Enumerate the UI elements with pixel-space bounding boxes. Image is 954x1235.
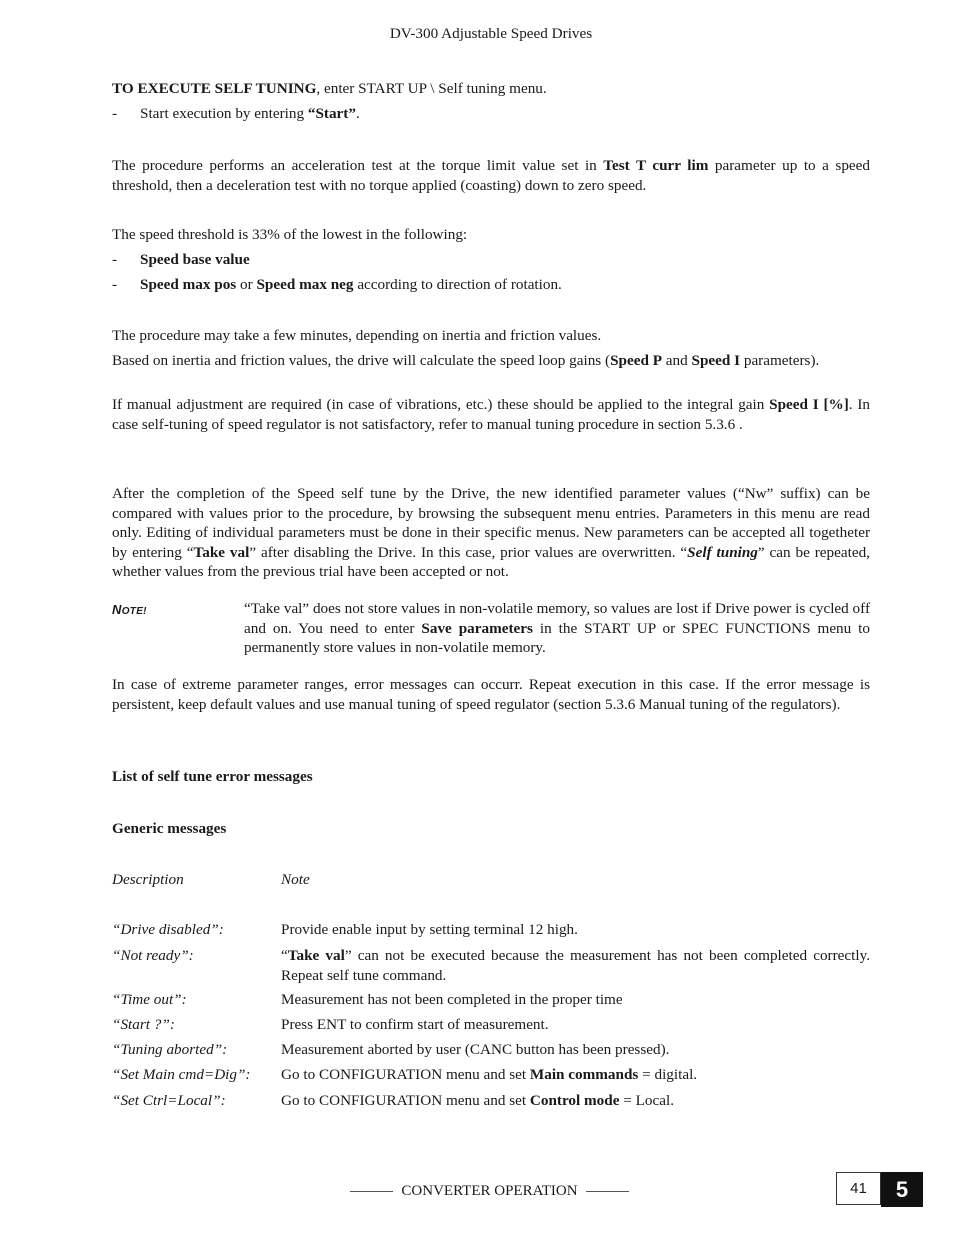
note-bold: Save parameters bbox=[421, 619, 533, 637]
row-note-pre: Provide enable input by setting terminal 12 high. bbox=[281, 921, 578, 938]
row-note-pre: Measurement aborted by user (CANC button has been pressed). bbox=[281, 1041, 670, 1058]
list-title bbox=[112, 767, 870, 787]
table-row-note bbox=[281, 920, 870, 940]
table-header-note: Note bbox=[281, 871, 310, 888]
footer-text: CONVERTER OPERATION bbox=[401, 1183, 578, 1199]
intro-rest: , enter START UP \ Self tuning menu. bbox=[316, 80, 547, 97]
bullet-bold: “Start” bbox=[307, 105, 356, 122]
manual-text: If manual adjustment are required (in case of vibrations, etc.) these should be applied to the integral gain bbox=[112, 396, 770, 413]
page-footer bbox=[342, 1182, 637, 1202]
after-bold-italic: Self tuning bbox=[687, 543, 758, 561]
table-row-desc: “Not ready”: bbox=[112, 947, 194, 964]
table-row-desc: “Tuning aborted”: bbox=[112, 1041, 228, 1058]
note-text bbox=[244, 599, 870, 658]
table-row-desc: “Drive disabled”: bbox=[112, 921, 224, 938]
row-note-pre: “ bbox=[281, 947, 288, 964]
threshold-item-1-bold: Speed base value bbox=[140, 251, 250, 268]
after-text-3: ” can be repeated, whether values from the previous trial have been accepted or not. bbox=[112, 543, 870, 580]
threshold-item-2-or: or bbox=[236, 276, 257, 293]
bullet-end: . bbox=[355, 105, 360, 122]
table-row-note bbox=[281, 946, 870, 985]
intro-bold: TO EXECUTE SELF TUNING bbox=[112, 80, 317, 97]
bullet-dash: - bbox=[112, 251, 118, 268]
gains-end: parameters). bbox=[740, 352, 820, 369]
list-title-text: List of self tune error messages bbox=[112, 768, 313, 785]
after-text-1: After the completion of the Speed self tune by the Drive, the new identified parameter values (“Nw” suffix) can be compared with values prior to the procedure, by browsing the subsequent menu entries. Parameters in this menu are read only. Editing of individual parameters must be done in their specific menus. New parameters can be accepted all togetheter by entering “ bbox=[112, 485, 870, 561]
footer-rule-left bbox=[350, 1191, 393, 1192]
row-note-bold: Take val bbox=[287, 947, 345, 964]
row-note-post: ” can not be executed because the measurement has not been completed correctly. Repeat self tune command. bbox=[281, 947, 870, 984]
table-row-note bbox=[281, 990, 870, 1010]
threshold-item-1 bbox=[112, 250, 870, 270]
table-row-desc: “Time out”: bbox=[112, 991, 187, 1008]
bullet-dash: - bbox=[112, 276, 118, 293]
intro-bullet bbox=[112, 104, 870, 124]
row-note-bold: Control mode bbox=[529, 1092, 620, 1109]
note-text-post: in the START UP or SPEC FUNCTIONS menu to permanently store values in non-volatile memory. bbox=[244, 619, 870, 656]
minutes-paragraph: The procedure may take a few minutes, depending on inertia and friction values. bbox=[112, 327, 602, 344]
page-number: 41 bbox=[836, 1172, 881, 1205]
footer-rule-right bbox=[586, 1191, 629, 1192]
row-note-bold: Main commands bbox=[529, 1066, 639, 1083]
table-row-note bbox=[281, 1065, 870, 1085]
table-row-note bbox=[281, 1040, 870, 1060]
gains-paragraph bbox=[112, 351, 870, 371]
gains-text: Based on inertia and friction values, the drive will calculate the speed loop gains ( bbox=[112, 352, 611, 369]
after-text-2: ” after disabling the Drive. In this case, prior values are overwritten. “ bbox=[249, 543, 688, 561]
row-note-pre: Press ENT to confirm start of measurement. bbox=[281, 1016, 549, 1033]
gains-and: and bbox=[661, 352, 692, 369]
row-note-pre: Go to CONFIGURATION menu and set bbox=[281, 1066, 530, 1083]
gains-bold-a: Speed P bbox=[610, 352, 662, 369]
row-note-pre: Go to CONFIGURATION menu and set bbox=[281, 1092, 530, 1109]
procedure-bold: Test T curr lim bbox=[603, 157, 709, 174]
extreme-paragraph: In case of extreme parameter ranges, error messages can occurr. Repeat execution in this case. If the error message is persistent, keep default values and use manual tuning of speed regulator (section 5.3.6 Manual tuning of the regulators). bbox=[112, 676, 870, 713]
intro-line bbox=[112, 79, 870, 99]
after-paragraph bbox=[112, 484, 870, 582]
manual-bold: Speed I [%] bbox=[769, 396, 849, 413]
table-row-desc: “Set Ctrl=Local”: bbox=[112, 1092, 226, 1109]
generic-title-text: Generic messages bbox=[112, 820, 227, 837]
bullet-text: Start execution by entering bbox=[140, 105, 308, 122]
threshold-text: The speed threshold is 33% of the lowest in the following: bbox=[112, 226, 468, 243]
table-row-note bbox=[281, 1015, 870, 1035]
row-note-post: = digital. bbox=[638, 1066, 698, 1083]
table-row-desc: “Set Main cmd=Dig”: bbox=[112, 1066, 251, 1083]
row-note-post: = Local. bbox=[619, 1092, 674, 1109]
gains-bold-b: Speed I bbox=[691, 352, 741, 369]
manual-end: . In case self-tuning of speed regulator is not satisfactory, refer to manual tuning procedure in section 5.3.6 . bbox=[112, 396, 870, 433]
chapter-tab: 5 bbox=[881, 1172, 923, 1207]
table-row-note bbox=[281, 1091, 870, 1111]
note-label-first: N bbox=[112, 602, 122, 617]
page-header: DV-300 Adjustable Speed Drives bbox=[389, 25, 593, 42]
row-note-pre: Measurement has not been completed in the proper time bbox=[281, 991, 623, 1008]
bullet-dash: - bbox=[112, 105, 118, 122]
note-text-pre: “Take val” does not store values in non-volatile memory, so values are lost if Drive power is cycled off and on. You need to enter bbox=[244, 600, 870, 637]
procedure-text: The procedure performs an acceleration test at the torque limit value set in bbox=[112, 157, 604, 174]
threshold-item-2-bold-a: Speed max pos bbox=[140, 276, 237, 293]
generic-title bbox=[112, 819, 870, 839]
procedure-text-end: parameter up to a speed threshold, then a deceleration test with no torque applied (coasting) down to zero speed. bbox=[112, 157, 870, 194]
threshold-item-2 bbox=[112, 275, 870, 295]
note-label-rest: OTE! bbox=[121, 606, 147, 617]
after-bold: Take val bbox=[193, 543, 250, 561]
threshold-item-2-end: according to direction of rotation. bbox=[353, 276, 562, 293]
table-row-desc: “Start ?”: bbox=[112, 1016, 175, 1033]
procedure-paragraph bbox=[112, 156, 870, 195]
manual-paragraph bbox=[112, 395, 870, 434]
threshold-item-2-bold-b: Speed max neg bbox=[256, 276, 354, 293]
note-label bbox=[112, 600, 147, 622]
table-header-description: Description bbox=[112, 871, 184, 888]
